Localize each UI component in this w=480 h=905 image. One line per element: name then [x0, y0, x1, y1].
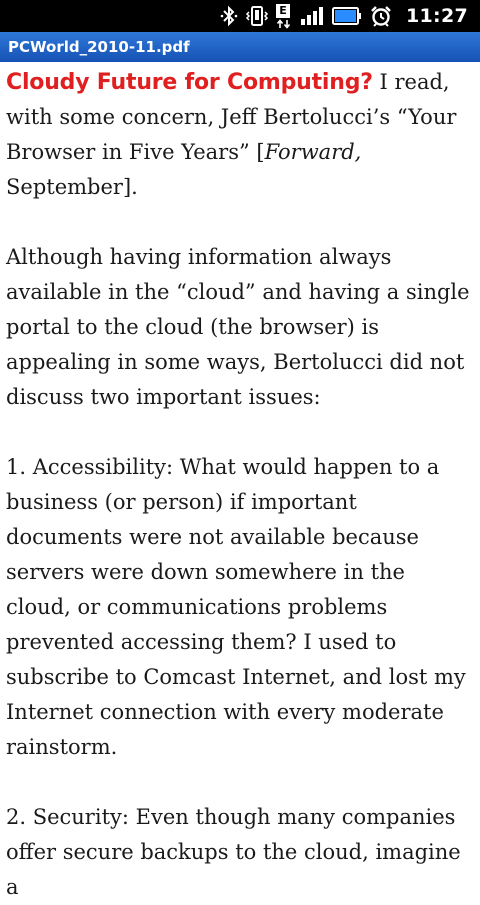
document-title: PCWorld_2010-11.pdf: [8, 38, 190, 56]
edge-data-icon: [276, 4, 292, 28]
document-title-bar: [0, 32, 480, 63]
status-bar: [0, 0, 480, 32]
article-paragraph-4: 2. Security: Even though many companies offer secure backups to the cloud, imagine a: [6, 805, 461, 899]
signal-icon: [300, 5, 324, 27]
article-paragraph-2: Although having information always available in the “cloud” and having a single portal to the cloud (the browser) is appealing in some ways, Bertolucci did not discuss two important issues:: [6, 245, 470, 409]
edge-data-label: E: [276, 4, 290, 18]
status-clock: 11:27: [406, 5, 468, 27]
article-headline: Cloudy Future for Computing?: [6, 70, 373, 95]
article-paragraph-3: 1. Accessibility: What would happen to a business (or person) if important documents were not available because servers were down somewhere in the cloud, or communications problems prevented accessing them? I used to subscribe to Comcast Internet, and lost my Internet connection with every moderate rainstorm.: [6, 455, 466, 759]
article-body: [0, 62, 480, 905]
paragraph-1-text-end: September].: [6, 175, 138, 199]
status-icons: [220, 0, 468, 32]
article-paragraph-1: [6, 65, 474, 205]
alarm-icon: [370, 5, 392, 27]
battery-icon: [332, 5, 362, 27]
paragraph-1-italic-text: Forward,: [264, 140, 362, 164]
bluetooth-icon: [220, 5, 238, 27]
vibrate-icon: [246, 5, 268, 27]
document-content[interactable]: [0, 62, 480, 899]
paragraph-1-text-start: I read, with some concern, Jeff Bertolucci’s “Your Browser in Five Years” [: [6, 70, 457, 164]
